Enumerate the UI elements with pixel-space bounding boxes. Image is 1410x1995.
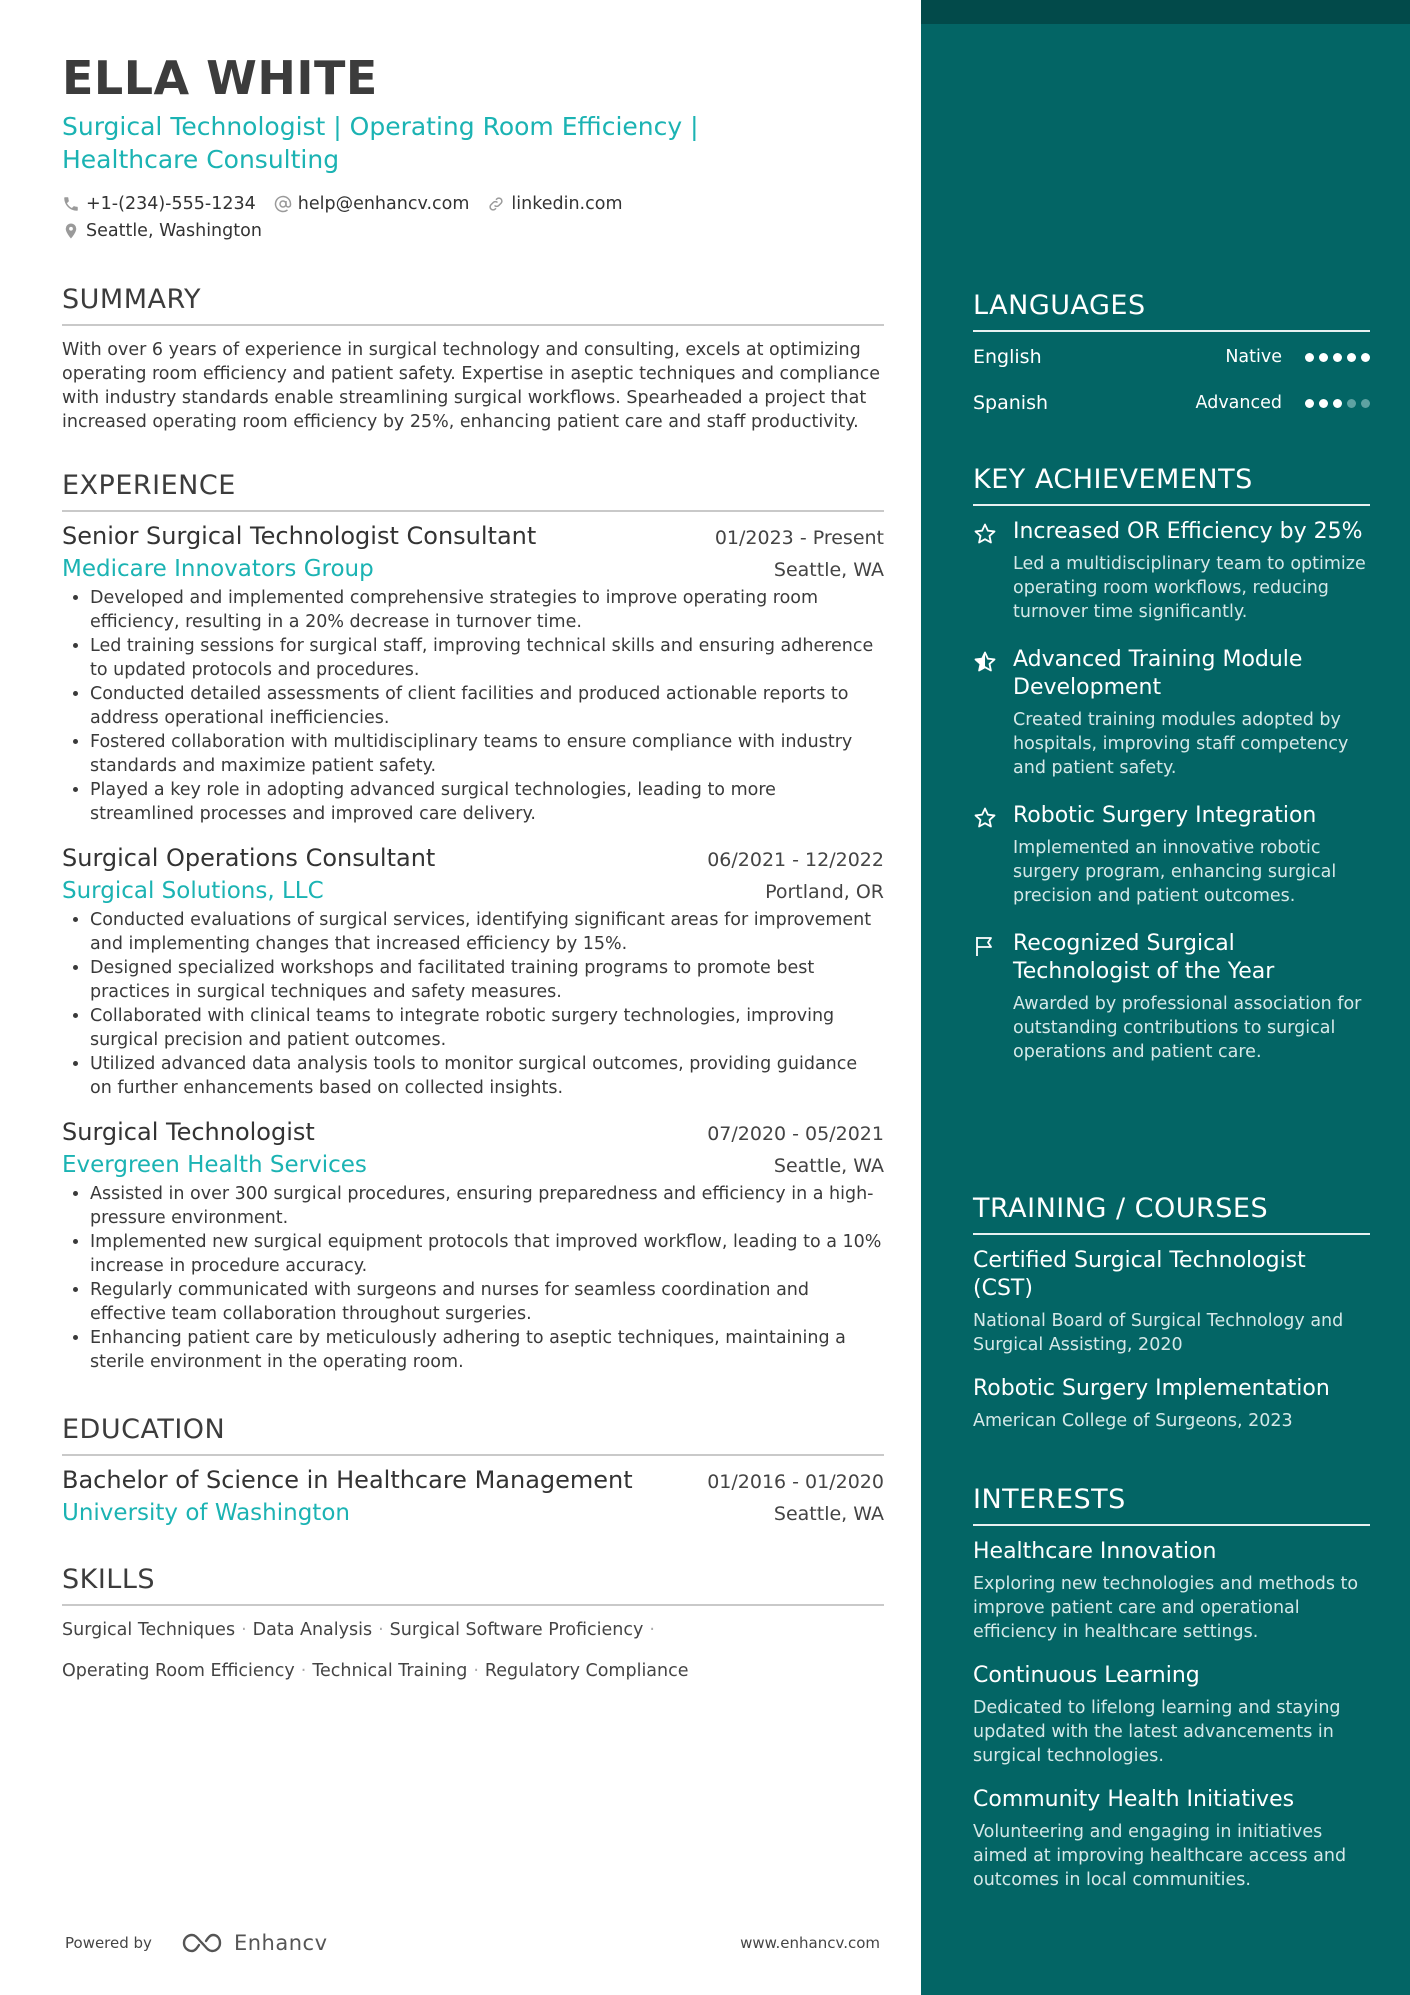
language-rating (1300, 353, 1370, 362)
star-outline-icon (973, 806, 997, 830)
bullet-item: • Developed and implemented comprehensive strategies to improve operating room efficiency, resulting in a 20% decrease in turnover time. (90, 586, 884, 634)
star-half-icon (973, 650, 997, 674)
courses-section (973, 1191, 1370, 1433)
interest-item (973, 1538, 1370, 1644)
section-divider (62, 510, 884, 512)
bullet-item: • Conducted detailed assessments of client facilities and produced actionable reports to address operational inefficiencies. (90, 682, 884, 730)
enhancv-logo-icon (180, 1931, 226, 1955)
section-divider (62, 324, 884, 326)
job-entry (62, 522, 884, 826)
job-location: Seattle, WA (773, 1155, 884, 1177)
languages-section (973, 288, 1370, 426)
headline-line: Healthcare Consulting (62, 145, 340, 174)
job-entry (62, 1118, 884, 1374)
section-title: EDUCATION (62, 1414, 226, 1445)
rating-dot (1333, 353, 1342, 362)
headline (62, 110, 752, 176)
language-name: English (973, 346, 1042, 368)
contact-info (62, 190, 884, 244)
summary-section (62, 282, 884, 434)
rating-dot (1361, 399, 1370, 408)
summary-text: With over 6 years of experience in surgical technology and consulting, excels at optimizing operating room efficiency and patient safety. Expertise in aseptic techniques and compliance with industry standards enable streamlining surgical workflows. Spearheaded a project that increased operating room efficiency by 25%, enhancing patient care and staff productivity. (62, 340, 880, 432)
course-desc: National Board of Surgical Technology and Surgical Assisting, 2020 (973, 1311, 1344, 1355)
skills-list: Surgical Techniques · Data Analysis · Surgical Software Proficiency · Operating Room Efficiency · Technical Training · Regulatory Compliance (62, 1620, 689, 1681)
bullet-item: • Conducted evaluations of surgical services, identifying significant areas for improvement and implementing changes that increased efficiency by 15%. (90, 908, 884, 956)
interest-item (973, 1786, 1370, 1892)
achievements-section (973, 462, 1370, 1064)
website-link[interactable]: www.enhancv.com (740, 1934, 880, 1952)
job-title: Surgical Operations Consultant (62, 844, 436, 872)
phone-contact[interactable] (62, 194, 256, 214)
flag-icon (973, 934, 997, 958)
job-entry (62, 844, 884, 1100)
job-bullets (62, 908, 884, 1100)
language-rating (1300, 399, 1370, 408)
bullet-item: • Regularly communicated with surgeons and nurses for seamless coordination and effective team collaboration throughout surgeries. (90, 1278, 884, 1326)
achievement-title: Robotic Surgery Integration (1013, 803, 1317, 828)
skill-item: Technical Training (312, 1661, 468, 1681)
course-title: Robotic Surgery Implementation (973, 1376, 1330, 1401)
bullet-item: • Utilized advanced data analysis tools to monitor surgical outcomes, providing guidance on further enhancements based on collected insights. (90, 1052, 884, 1100)
experience-section (62, 468, 884, 1374)
achievement-item (973, 930, 1370, 1064)
skill-item: Data Analysis (252, 1620, 373, 1640)
interest-title: Healthcare Innovation (973, 1539, 1217, 1564)
achievement-title: Increased OR Efficiency by 25% (1013, 519, 1363, 544)
phone-icon (62, 195, 80, 213)
section-divider (973, 330, 1370, 332)
rating-dot (1347, 353, 1356, 362)
section-divider (973, 1233, 1370, 1235)
bullet-item: • Collaborated with clinical teams to integrate robotic surgery technologies, improving surgical precision and patient outcomes. (90, 1004, 884, 1052)
star-outline-icon (973, 522, 997, 546)
candidate-name: ELLA WHITE (62, 51, 378, 105)
degree: Bachelor of Science in Healthcare Management (62, 1466, 633, 1494)
achievement-desc: Awarded by professional association for outstanding contributions to surgical operations and patient care. (1013, 994, 1362, 1062)
bullet-item: • Led training sessions for surgical staff, improving technical skills and ensuring adherence to updated protocols and procedures. (90, 634, 884, 682)
section-divider (973, 504, 1370, 506)
achievement-item (973, 518, 1370, 624)
interest-item (973, 1662, 1370, 1768)
email-contact[interactable] (274, 194, 470, 214)
interest-title: Community Health Initiatives (973, 1787, 1295, 1812)
interest-title: Continuous Learning (973, 1663, 1200, 1688)
course-desc: American College of Surgeons, 2023 (973, 1411, 1293, 1431)
course-item (973, 1375, 1370, 1433)
school-location: Seattle, WA (773, 1503, 884, 1525)
rating-dot (1319, 399, 1328, 408)
rating-dot (1347, 399, 1356, 408)
language-item (973, 380, 1370, 426)
company-name: Evergreen Health Services (62, 1152, 367, 1178)
education-dates: 01/2016 - 01/2020 (707, 1471, 884, 1493)
interest-desc: Volunteering and engaging in initiatives aimed at improving healthcare access and outcomes in local communities. (973, 1822, 1347, 1890)
bullet-item: • Enhancing patient care by meticulously adhering to aseptic techniques, maintaining a sterile environment in the operating room. (90, 1326, 884, 1374)
bullet-item: • Designed specialized workshops and facilitated training programs to promote best practices in surgical techniques and safety measures. (90, 956, 884, 1004)
location-text: Seattle, Washington (86, 220, 262, 241)
interest-desc: Exploring new technologies and methods to improve patient care and operational efficiency in healthcare settings. (973, 1574, 1359, 1642)
company-name: Surgical Solutions, LLC (62, 878, 324, 904)
achievement-item (973, 802, 1370, 908)
section-title: SKILLS (62, 1564, 156, 1595)
skill-item: Surgical Software Proficiency (389, 1620, 644, 1640)
course-item (973, 1247, 1370, 1357)
interest-desc: Dedicated to lifelong learning and staying updated with the latest advancements in surgical technologies. (973, 1698, 1341, 1766)
achievement-desc: Led a multidisciplinary team to optimize operating room workflows, reducing turnover time significantly. (1013, 554, 1366, 622)
enhancv-logo[interactable] (180, 1931, 328, 1955)
section-title: KEY ACHIEVEMENTS (973, 464, 1253, 495)
at-icon (274, 195, 292, 213)
skill-item: Operating Room Efficiency (62, 1661, 295, 1681)
headline-line: Surgical Technologist | Operating Room Efficiency | (62, 112, 699, 141)
linkedin-contact[interactable] (487, 194, 622, 214)
email-address: help@enhancv.com (297, 193, 470, 214)
linkedin-url: linkedin.com (511, 193, 623, 214)
section-divider (62, 1604, 884, 1606)
achievement-title: Recognized Surgical Technologist of the Year (1013, 931, 1275, 984)
job-title: Surgical Technologist (62, 1118, 315, 1146)
school-name: University of Washington (62, 1500, 350, 1526)
powered-by-label: Powered by (65, 1934, 152, 1952)
achievement-desc: Implemented an innovative robotic surgery program, enhancing surgical precision and patient outcomes. (1013, 838, 1337, 906)
sidebar (921, 0, 1410, 1995)
rating-dot (1319, 353, 1328, 362)
job-bullets (62, 586, 884, 826)
education-entry (62, 1466, 884, 1526)
language-level: Advanced (1195, 393, 1282, 413)
language-item (973, 334, 1370, 380)
skills-section (62, 1562, 884, 1692)
section-divider (973, 1524, 1370, 1526)
section-title: LANGUAGES (973, 290, 1146, 321)
language-name: Spanish (973, 392, 1049, 414)
achievement-title: Advanced Training Module Development (1013, 647, 1303, 700)
rating-dot (1305, 353, 1314, 362)
skill-item: Surgical Techniques (62, 1620, 236, 1640)
section-title: SUMMARY (62, 284, 201, 315)
section-title: EXPERIENCE (62, 470, 236, 501)
section-divider (62, 1454, 884, 1456)
achievement-item (973, 646, 1370, 780)
language-level: Native (1225, 347, 1282, 367)
bullet-item: • Fostered collaboration with multidisciplinary teams to ensure compliance with industry standards and maximize patient safety. (90, 730, 884, 778)
phone-number: +1-(234)-555-1234 (86, 193, 256, 214)
achievement-desc: Created training modules adopted by hospitals, improving staff competency and patient safety. (1013, 710, 1349, 778)
location-pin-icon (62, 222, 80, 240)
footer (65, 1928, 880, 1958)
sidebar-top-band (921, 0, 1410, 24)
course-title: Certified Surgical Technologist (CST) (973, 1248, 1306, 1301)
section-title: TRAINING / COURSES (973, 1193, 1269, 1224)
main-column (62, 48, 884, 1692)
job-dates: 01/2023 - Present (714, 527, 884, 549)
rating-dot (1333, 399, 1342, 408)
section-title: INTERESTS (973, 1484, 1126, 1515)
brand-name: Enhancv (233, 1931, 328, 1955)
job-location: Portland, OR (765, 881, 884, 903)
job-dates: 07/2020 - 05/2021 (707, 1123, 884, 1145)
skill-item: Regulatory Compliance (484, 1661, 689, 1681)
job-title: Senior Surgical Technologist Consultant (62, 522, 537, 550)
rating-dot (1361, 353, 1370, 362)
job-location: Seattle, WA (773, 559, 884, 581)
company-name: Medicare Innovators Group (62, 556, 374, 582)
bullet-item: • Played a key role in adopting advanced surgical technologies, leading to more streamlined processes and improved care delivery. (90, 778, 884, 826)
rating-dot (1305, 399, 1314, 408)
bullet-item: • Assisted in over 300 surgical procedures, ensuring preparedness and efficiency in a high-pressure environment. (90, 1182, 884, 1230)
bullet-item: • Implemented new surgical equipment protocols that improved workflow, leading to a 10% increase in procedure accuracy. (90, 1230, 884, 1278)
education-section (62, 1412, 884, 1526)
link-icon (487, 195, 505, 213)
interests-section (973, 1482, 1370, 1892)
location-contact (62, 221, 262, 241)
job-dates: 06/2021 - 12/2022 (707, 849, 884, 871)
job-bullets (62, 1182, 884, 1374)
